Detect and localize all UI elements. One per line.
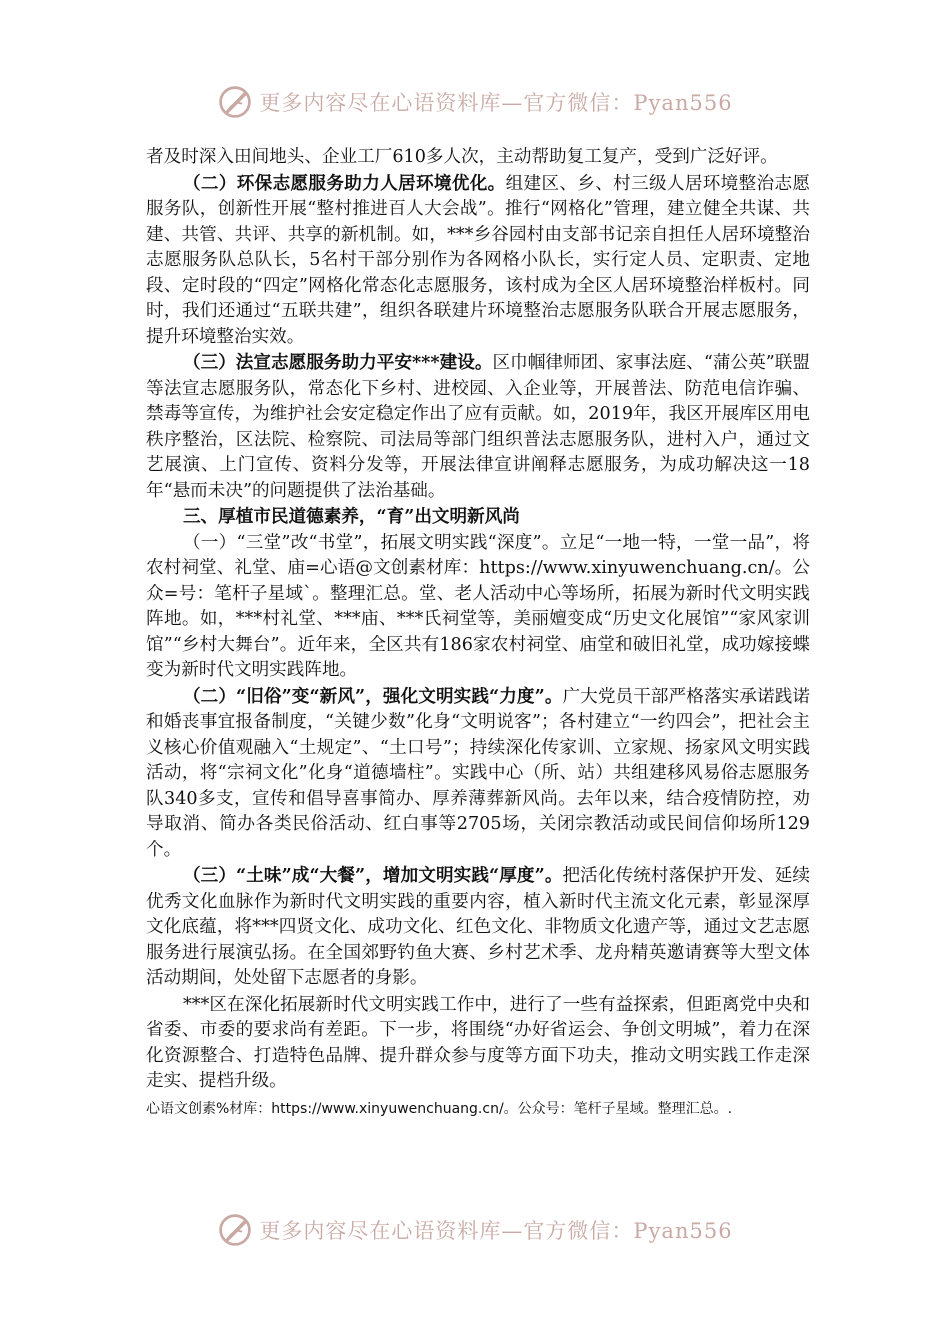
document-body	[146, 144, 810, 1122]
footer-watermark-text: 更多内容尽在心语资料库—官方微信：Pyan556	[259, 1219, 733, 1243]
pen-logo-icon	[217, 84, 253, 120]
paragraph-continuation: 者及时深入田间地头、企业工厂610多人次，主动帮助复工复产，受到广泛好评。	[146, 147, 778, 167]
section-heading-three: 三、厚植市民道德素养，“育”出文明新风尚	[182, 506, 520, 527]
header-watermark-banner	[0, 80, 950, 124]
source-note: 心语文创素%材库：https://www.xinyuwenchuang.cn/。公众号：笔杆子星域。整理汇总。.	[146, 1100, 733, 1117]
paragraph-environment: （二）环保志愿服务助力人居环境优化。组建区、乡、村三级人居环境整治志愿服务队，创新性开展“整村推进百人大会战”。推行“网格化”管理，建立健全共谋、共建、共管、共评、共享的新机制。如，***乡谷园村由支部书记亲自担任人居环境整治志愿服务队总队长，5名村干部分别作为各网格小队长，实行定人员、定职责、定地段、定时段的“四定”网格化常态化志愿服务，该村成为全区人居环境整治样板村。同时，我们还通过“五联共建”，组织各联建片环境整治志愿服务队联合开展志愿服务，提升环境整治实效。	[146, 172, 810, 347]
paragraph-conclusion: ***区在深化拓展新时代文明实践工作中，进行了一些有益探索，但距离党中央和省委、市委的要求尚有差距。下一步，将围绕“办好省运会、争创文明城”，着力在深化资源整合、打造特色品牌、提升群众参与度等方面下功夫，推动文明实践工作走深走实、提档升级。	[146, 994, 810, 1091]
paragraph-legal: （三）法宣志愿服务助力平安***建设。区巾帼律师团、家事法庭、“蒲公英”联盟等法宣志愿服务队，常态化下乡村、进校园、入企业等，开展普法、防范电信诈骗、禁毒等宣传，为维护社会安定稳定作出了应有贡献。如，2019年，我区开展库区用电秩序整治，区法院、检察院、司法局等部门组织普法志愿服务队，进村入户，通过文艺展演、上门宣传、资料分发等，开展法律宣讲阐释志愿服务，为成功解决这一18年“悬而未决”的问题提供了法治基础。	[146, 352, 810, 501]
paragraph-new-customs: （二）“旧俗”变“新风”，强化文明实践“力度”。广大党员干部严格落实承诺践诺和婚丧事宜报备制度，“关键少数”化身“文明说客”；各村建立“一约四会”，把社会主义核心价值观融入“土规定”、“土口号”；持续深化传家训、立家规、扬家风文明实践活动，将“宗祠文化”化身“道德墙柱”。实践中心（所、站）共组建移风易俗志愿服务队340多支，宣传和倡导喜事简办、厚养薄葬新风尚。去年以来，结合疫情防控，劝导取消、简办各类民俗活动、红白事等2705场，关闭宗教活动或民间信仰场所129个。	[146, 685, 810, 860]
footer-watermark-banner	[0, 1208, 950, 1252]
header-watermark-text: 更多内容尽在心语资料库—官方微信：Pyan556	[259, 91, 733, 115]
pen-logo-icon	[217, 1212, 253, 1248]
paragraph-local-culture: （三）“土味”成“大餐”，增加文明实践“厚度”。把活化传统村落保护开发、延续优秀文化血脉作为新时代文明实践的重要内容，植入新时代主流文化元素，彰显深厚文化底蕴，将***四贤文化、成功文化、红色文化、非物质文化遗产等，通过文艺志愿服务进行展演弘扬。在全国郊野钓鱼大赛、乡村艺术季、龙舟精英邀请赛等大型文体活动期间，处处留下志愿者的身影。	[146, 865, 810, 988]
paragraph-book-hall: （一）“三堂”改“书堂”，拓展文明实践“深度”。立足“一地一特，一堂一品”，将农村祠堂、礼堂、庙=心语@文创素材库：https://www.xinyuwenchuang.cn/。公众=号：笔杆子星域`。整理汇总。堂、老人活动中心等场所，拓展为新时代文明实践阵地。如，***村礼堂、***庙、***氏祠堂等，美丽嬗变成“历史文化展馆”“家风家训馆”“乡村大舞台”。近年来，全区共有186家农村祠堂、庙堂和破旧礼堂，成功嫁接蝶变为新时代文明实践阵地。	[146, 532, 810, 680]
